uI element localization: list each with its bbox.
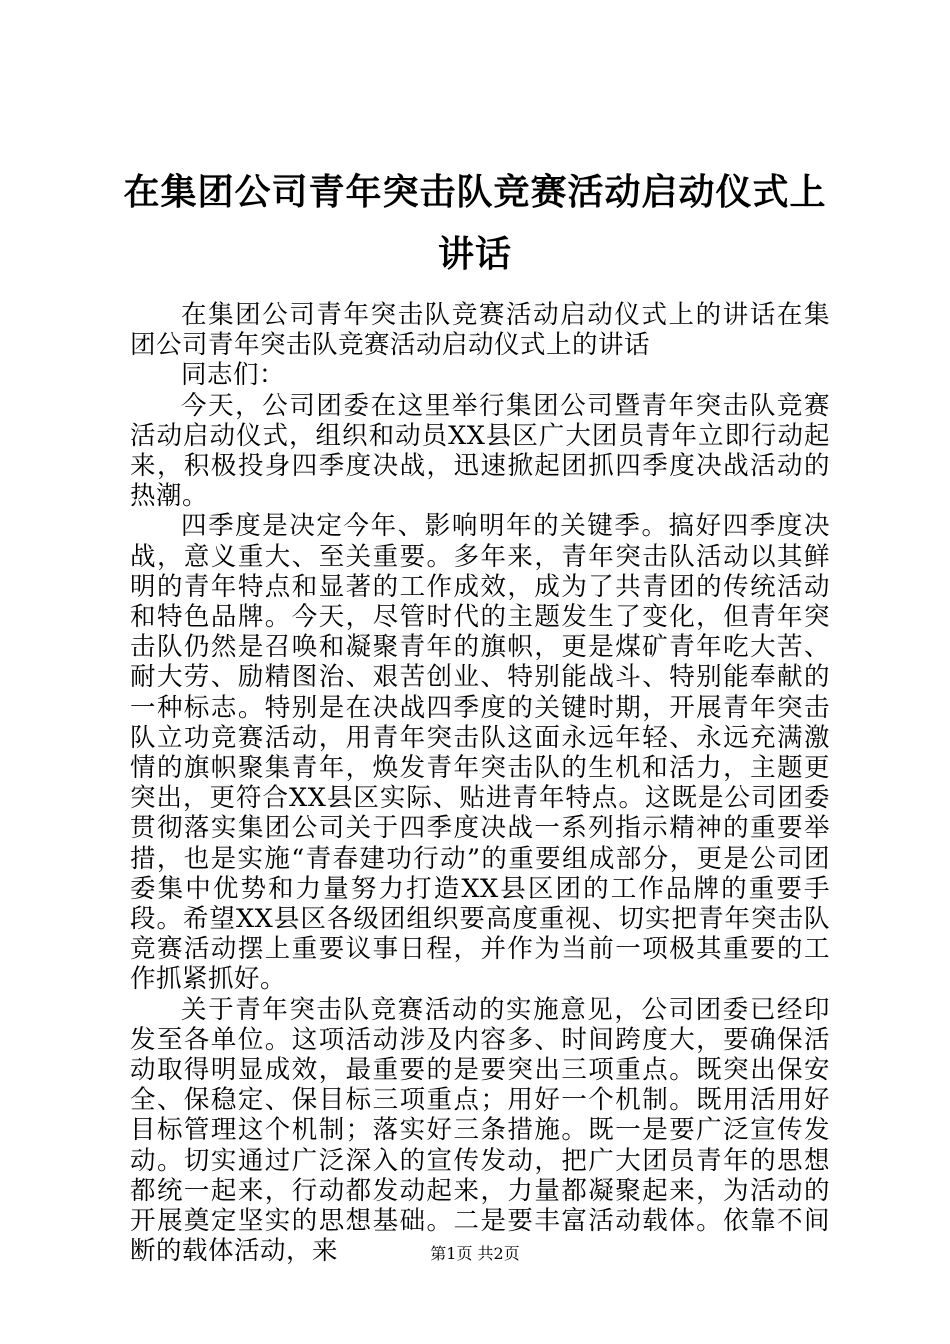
document-title: 在集团公司青年突击队竞赛活动启动仪式上讲话 xyxy=(123,172,827,275)
paragraph-heading-repeat: 在集团公司青年突击队竞赛活动启动仪式上的讲话在集团公司青年突击队竞赛活动启动仪式上的讲话 xyxy=(130,300,830,361)
paragraph-opening: 今天，公司团委在这里举行集团公司暨青年突击队竞赛活动启动仪式，组织和动员XX县区广大团员青年立即行动起来，积极投身四季度决战，迅速掀起团抓四季度决战活动的热潮。 xyxy=(130,390,830,512)
paragraph-fourth-quarter: 四季度是决定今年、影响明年的关键季。搞好四季度决战，意义重大、至关重要。多年来，青年突击队活动以其鲜明的青年特点和显著的工作成效，成为了共青团的传统活动和特色品牌。今天，尽管时代的主题发生了变化，但青年突击队仍然是召唤和凝聚青年的旗帜，更是煤矿青年吃大苦、耐大劳、励精图治、艰苦创业、特别能战斗、特别能奉献的一种标志。特别是在决战四季度的关键时期，开展青年突击队立功竞赛活动，用青年突击队这面永远年轻、永远充满激情的旗帜聚集青年，焕发青年突击队的生机和活力，主题更突出，更符合XX县区实际、贴进青年特点。这既是公司团委贯彻落实集团公司关于四季度决战一系列指示精神的重要举措，也是实施“青春建功行动”的重要组成部分，更是公司团委集中优势和力量努力打造XX县区团的工作品牌的重要手段。希望XX县区各级团组织要高度重视、切实把青年突击队竞赛活动摆上重要议事日程，并作为当前一项极其重要的工作抓紧抓好。 xyxy=(130,511,830,995)
paragraph-implementation: 关于青年突击队竞赛活动的实施意见，公司团委已经印发至各单位。这项活动涉及内容多、时间跨度大，要确保活动取得明显成效，最重要的是要突出三项重点。既突出保安全、保稳定、保目标三项重点；用好一个机制。既用活用好目标管理这个机制；落实好三条措施。既一是要广泛宣传发动。切实通过广泛深入的宣传发动，把广大团员青年的思想都统一起来，行动都发动起来，力量都凝聚起来，为活动的开展奠定坚实的思想基础。二是要丰富活动载体。依靠不间断的载体活动，来 xyxy=(130,994,830,1267)
paragraph-salutation: 同志们： xyxy=(181,360,286,391)
page-number-footer: 第1页 共2页 xyxy=(430,1244,520,1263)
document-body xyxy=(130,300,830,1267)
